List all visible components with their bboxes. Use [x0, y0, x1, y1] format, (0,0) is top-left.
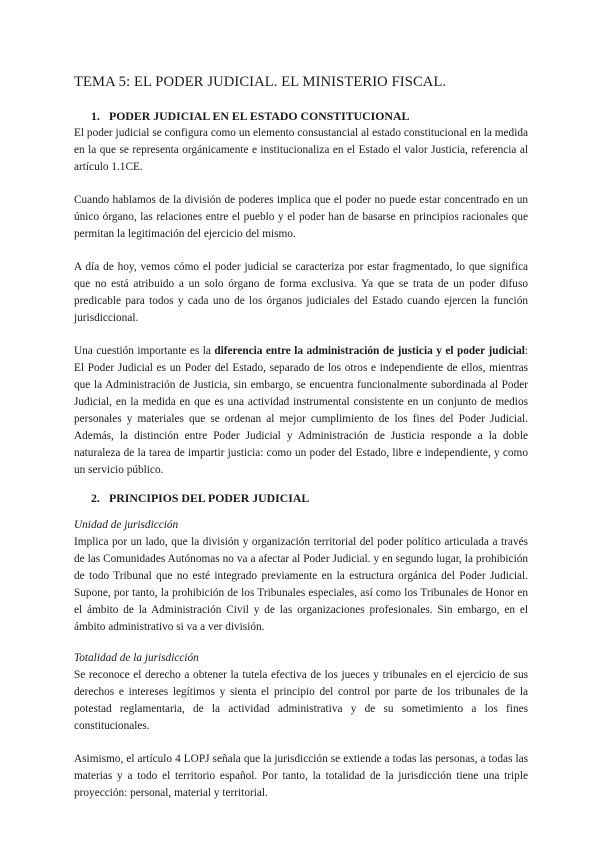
paragraph-4-intro: Una cuestión importante es la — [74, 345, 215, 357]
section-2-heading — [74, 491, 528, 506]
section-1-heading — [74, 109, 528, 124]
section-1-paragraph-1: El poder judicial se configura como un elemento consustancial al estado constitucional en la medida en la que se representa orgánicamente e institucionaliza en el Estado el valor Justicia, referencia al artículo 1.1CE. — [74, 127, 528, 173]
section-1-title: PODER JUDICIAL EN EL ESTADO CONSTITUCIONAL — [109, 109, 410, 123]
paragraph-4-body: : El Poder Judicial es un Poder del Estado, separado de los otros e independiente de ellos, mientras que la Administración de Justicia, sin embargo, se encuentra funcionalmente subordinada al Poder Judicial, en la medida en que es una actividad instrumental consistente en un conjunto de medios personales y materiales que se ordenan al mejor cumplimiento de los fines del Poder Judicial. Además, la distinción entre Poder Judicial y Administración de Justicia responde a la doble naturaleza de la tarea de impartir justicia: como un poder del Estado, libre e independiente, y como un servicio público. — [74, 345, 529, 476]
totalidad-paragraph-1: Se reconoce el derecho a obtener la tutela efectiva de los jueces y tribunales en el ejercicio de sus derechos e intereses legítimos y sienta el principio del control por parte de los tribunales de la potestad reglamentaria, de la actividad administrativa y de su sometimiento a los fines constitucionales. — [74, 669, 528, 732]
section-2-number: 2. — [91, 491, 100, 505]
section-2-title: PRINCIPIOS DEL PODER JUDICIAL — [109, 491, 310, 505]
subheading-totalidad: Totalidad de la jurisdicción — [74, 652, 199, 664]
subheading-unidad: Unidad de jurisdicción — [74, 519, 179, 531]
totalidad-paragraph-2: Asimismo, el artículo 4 LOPJ señala que la jurisdicción se extiende a todas las personas, a todas las materias y a todo el territorio español. Por tanto, la totalidad de la jurisdicción tiene una triple proyección: personal, material y territorial. — [74, 753, 528, 799]
document-title: TEMA 5: EL PODER JUDICIAL. EL MINISTERIO FISCAL. — [74, 74, 447, 90]
section-1-paragraph-2: Cuando hablamos de la división de poderes implica que el poder no puede estar concentrado en un único órgano, las relaciones entre el pueblo y el poder han de basarse en principios racionales que permitan la legitimación del ejercicio del mismo. — [74, 194, 528, 240]
section-1-paragraph-4 — [74, 343, 528, 479]
section-1-paragraph-3: A día de hoy, vemos cómo el poder judicial se caracteriza por estar fragmentado, lo que significa que no está atribuido a un solo órgano de forma exclusiva. Ya que se trata de un poder difuso predicable para todos y cada uno de los órganos judiciales del Estado cuando ejercen la función jurisdiccional. — [74, 261, 528, 324]
unidad-paragraph: Implica por un lado, que la división y organización territorial del poder político articulada a través de las Comunidades Autónomas no va a afectar al Poder Judicial. y en segundo lugar, la prohibición de todo Tribunal que no esté integrado previamente en la estructura orgánica del Poder Judicial. Supone, por tanto, la prohibición de los Tribunales especiales, así como los Tribunales de Honor en el ámbito de la Administración Civil y de las organizaciones profesionales. Sin embargo, en el ámbito administrativo si va a ver división. — [74, 536, 528, 633]
paragraph-4-emphasis: diferencia entre la administración de justicia y el poder judicial — [214, 345, 525, 357]
section-1-number: 1. — [91, 109, 100, 123]
document-page — [74, 74, 528, 802]
